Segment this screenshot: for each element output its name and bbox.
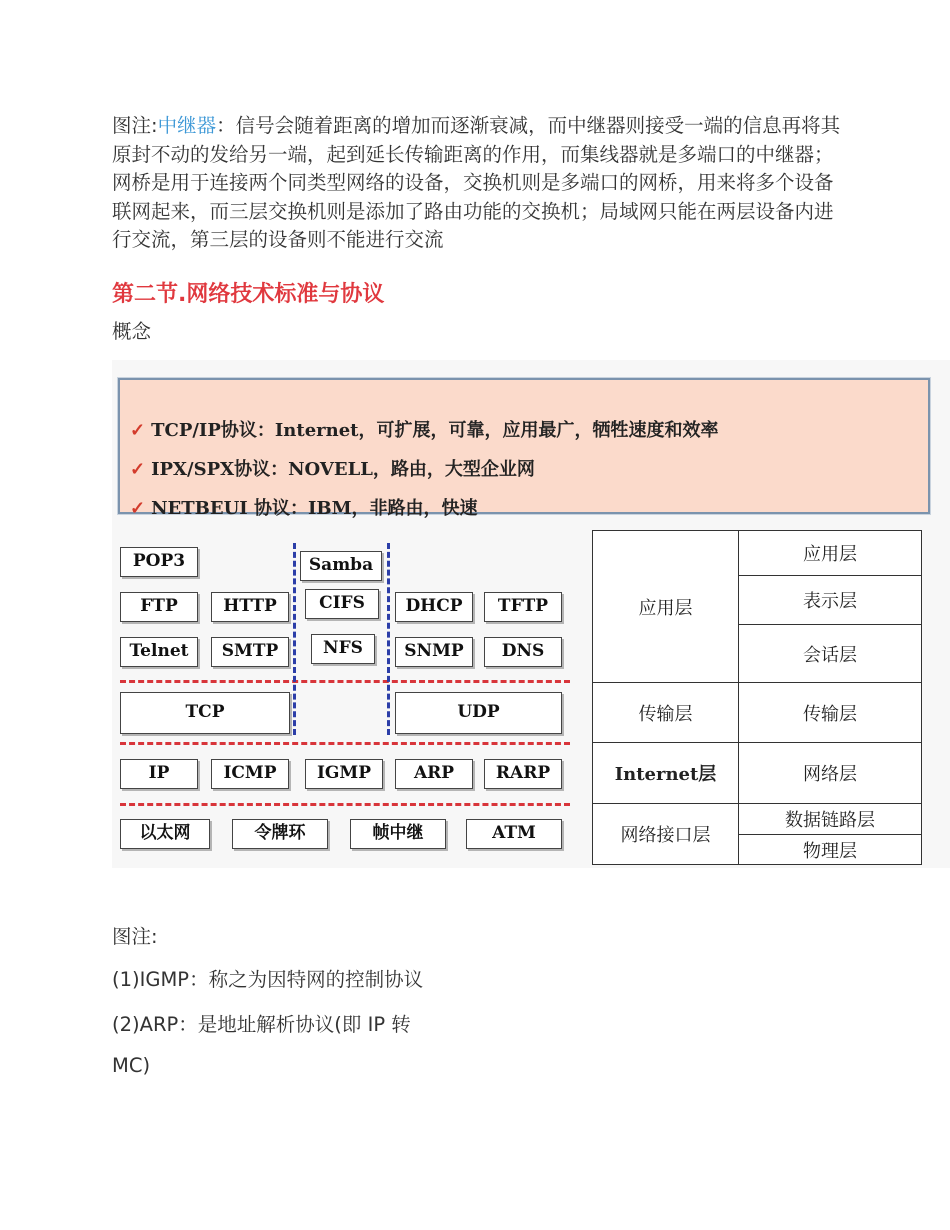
layer-model-table (592, 530, 922, 865)
proto-ftp: FTP (120, 592, 198, 622)
osi-network-layer: 网络层 (738, 742, 922, 804)
proto-icmp: ICMP (211, 759, 289, 789)
intro-text: ：信号会随着距离的增加而逐渐衰减，而中继器则接受一端的信息再将其原封不动的发给另一端，起到延长传输距离的作用，而集线器就是多端口的中继器；网桥是用于连接两个同类型网络的设备，交换机则是多端口的网桥，用来将多个设备联网起来，而三层交换机则是添加了路由功能的交换机；局域网只能在两层设备内进行交流，第三层的设备则不能进行交流 (112, 114, 841, 251)
layer-divider (120, 803, 570, 806)
protocol-line-tcpip (130, 416, 719, 442)
proto-snmp: SNMP (395, 637, 473, 667)
proto-http: HTTP (211, 592, 289, 622)
notes-title: 图注: (112, 925, 158, 948)
check-icon: ✓ (130, 420, 146, 441)
protocol-line-ipxspx (130, 455, 535, 481)
proto-samba: Samba (300, 551, 382, 581)
proto-igmp: IGMP (305, 759, 383, 789)
section-subtitle: 概念 (112, 320, 152, 343)
proto-nfs: NFS (311, 634, 375, 664)
protocol-summary-box (118, 378, 930, 519)
protocol-line-netbeui (130, 494, 478, 520)
note-item: MC) (112, 1054, 151, 1077)
protocol-text: TCP/IP协议：Internet，可扩展，可靠，应用最广，牺牲速度和效率 (151, 420, 719, 441)
protocol-text: NETBEUI 协议：IBM，非路由，快速 (151, 498, 478, 519)
tcpip-network-interface-layer: 网络接口层 (592, 803, 739, 865)
proto-smtp: SMTP (211, 637, 289, 667)
check-icon: ✓ (130, 498, 146, 519)
proto-pop3: POP3 (120, 547, 198, 577)
intro-paragraph (112, 112, 842, 255)
proto-dns: DNS (484, 637, 562, 667)
tcpip-transport-layer: 传输层 (592, 682, 739, 743)
note-item: (1)IGMP：称之为因特网的控制协议 (112, 968, 424, 991)
proto-telnet: Telnet (120, 637, 198, 667)
tcpip-application-layer: 应用层 (592, 530, 739, 683)
intro-prefix: 图注: (112, 114, 158, 137)
proto-atm: ATM (466, 819, 562, 849)
proto-token-ring: 令牌环 (232, 819, 328, 849)
osi-data-link-layer: 数据链路层 (738, 803, 922, 835)
layer-divider (120, 742, 570, 745)
osi-physical-layer: 物理层 (738, 834, 922, 865)
protocol-figure (112, 360, 950, 868)
proto-ethernet: 以太网 (120, 819, 210, 849)
check-icon: ✓ (130, 459, 146, 480)
stack-divider (293, 543, 296, 735)
osi-application-layer: 应用层 (738, 530, 922, 576)
layer-divider (120, 680, 570, 683)
proto-rarp: RARP (484, 759, 562, 789)
proto-tcp: TCP (120, 692, 290, 734)
proto-dhcp: DHCP (395, 592, 473, 622)
osi-session-layer: 会话层 (738, 624, 922, 683)
proto-cifs: CIFS (305, 589, 379, 619)
osi-presentation-layer: 表示层 (738, 575, 922, 625)
note-item: (2)ARP：是地址解析协议(即 IP 转 (112, 1013, 411, 1036)
repeater-link[interactable]: 中继器 (157, 114, 217, 137)
proto-frame-relay: 帧中继 (350, 819, 446, 849)
proto-ip: IP (120, 759, 198, 789)
proto-arp: ARP (395, 759, 473, 789)
proto-tftp: TFTP (484, 592, 562, 622)
stack-divider (387, 543, 390, 735)
proto-udp: UDP (395, 692, 562, 734)
section-title: 第二节.网络技术标准与协议 (112, 282, 385, 307)
protocol-text: IPX/SPX协议：NOVELL，路由，大型企业网 (151, 459, 535, 480)
tcpip-internet-layer: Internet层 (592, 742, 739, 804)
osi-transport-layer: 传输层 (738, 682, 922, 743)
